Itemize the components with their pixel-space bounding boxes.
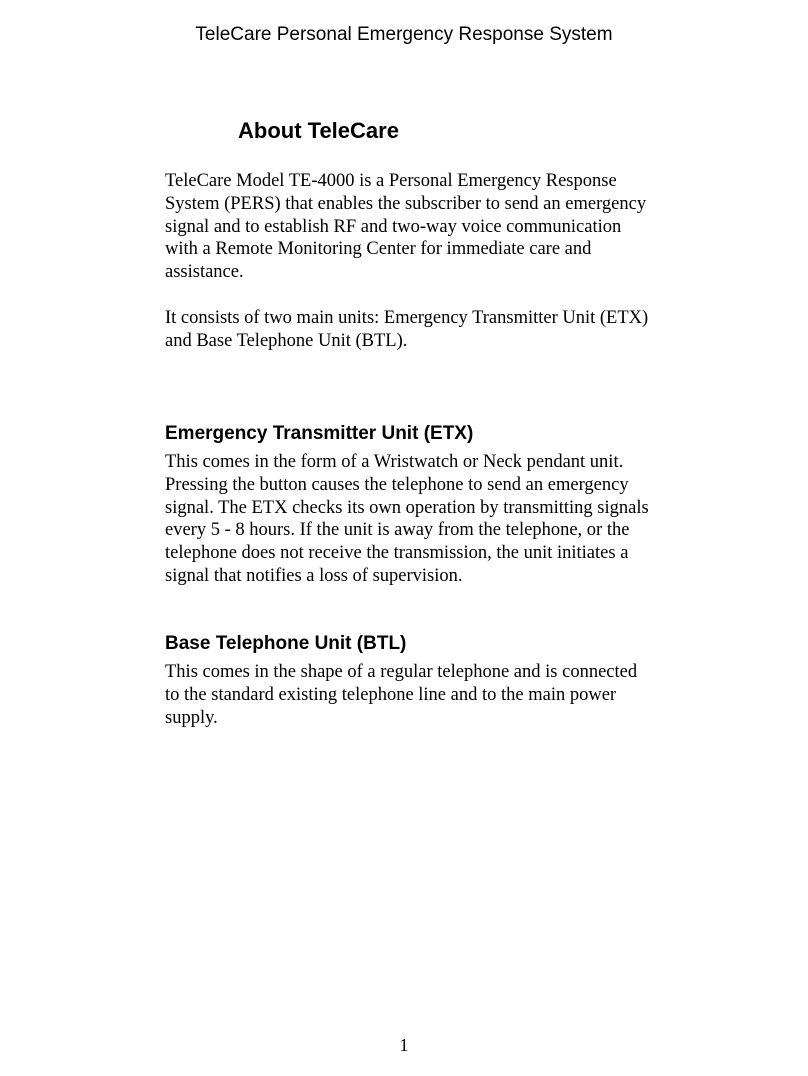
section-heading-etx: Emergency Transmitter Unit (ETX) xyxy=(165,423,474,444)
page-title: About TeleCare xyxy=(238,118,399,143)
units-summary-paragraph: It consists of two main units: Emergency Transmitter Unit (ETX) and Base Telephone Unit (BTL). xyxy=(165,308,649,351)
page-number: 1 xyxy=(399,1035,409,1055)
section-body-btl: This comes in the shape of a regular telephone and is connected to the standard existing telephone line and to the main power supply. xyxy=(165,662,638,728)
running-header: TeleCare Personal Emergency Response System xyxy=(195,24,613,45)
intro-paragraph: TeleCare Model TE-4000 is a Personal Emergency Response System (PERS) that enables the subscriber to send an emergency signal and to establish RF and two-way voice communication with a Remote Monitoring Center for immediate care and assistance. xyxy=(165,171,647,283)
section-body-etx: This comes in the form of a Wristwatch or Neck pendant unit. Pressing the button causes the telephone to send an emergency signal. The ETX checks its own operation by transmitting signals every 5 - 8 hours. If the unit is away from the telephone, or the telephone does not receive the transmission, the unit initiates a signal that notifies a loss of supervision. xyxy=(165,452,649,586)
section-heading-btl: Base Telephone Unit (BTL) xyxy=(165,633,407,654)
